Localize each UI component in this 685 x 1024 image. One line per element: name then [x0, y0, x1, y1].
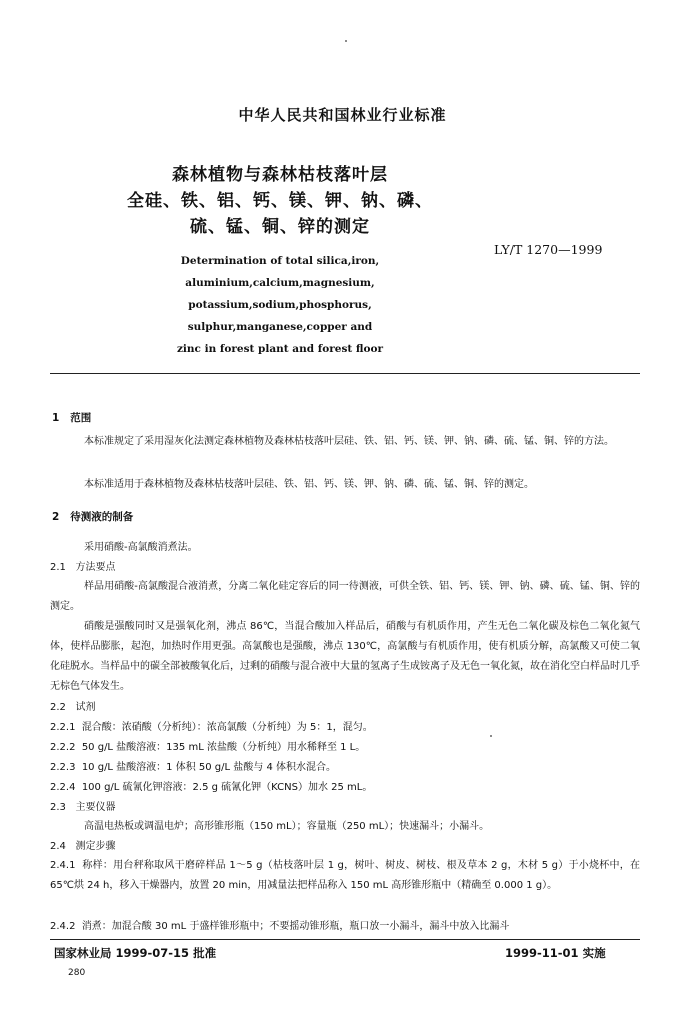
- section-2-3-heading: [50, 801, 115, 815]
- approval-date: 国家林业局 1999-07-15 批准: [54, 946, 217, 960]
- reagent-4-number: 2.2.4: [50, 782, 76, 793]
- footer-divider: [50, 939, 640, 940]
- section-1-number: 1: [52, 412, 60, 424]
- section-2-1-number: 2.1: [50, 562, 66, 573]
- reagent-2-number: 2.2.2: [50, 742, 76, 753]
- section-2-3-title: 主要仪器: [75, 802, 116, 813]
- section-2-3-number: 2.3: [50, 802, 66, 813]
- step-2-4-2-text: 消煮：加混合酸 30 mL 于盛样锥形瓶中；不要摇动锥形瓶，瓶口放一小漏斗，漏斗中放入比漏斗: [81, 921, 510, 932]
- reagent-item-4: [50, 781, 372, 795]
- reagent-3-number: 2.2.3: [50, 762, 76, 773]
- section-2-4-heading: [50, 840, 115, 854]
- step-2-4-1-number: 2.4.1: [50, 860, 76, 871]
- title-cn-line-3: 硫、锰、铜、锌的测定: [190, 217, 370, 237]
- title-en-line-1: Determination of total silica,iron,: [180, 255, 380, 267]
- section-2-4-title: 测定步骤: [75, 841, 116, 852]
- section-2-intro: 采用硝酸-高氯酸消煮法。: [84, 542, 198, 553]
- section-2-2-heading: [50, 701, 95, 715]
- reagent-2-text: 50 g/L 盐酸溶液：135 mL 浓盐酸（分析纯）用水稀释至 1 L。: [81, 742, 366, 753]
- reagent-item-2: [50, 741, 365, 755]
- reagent-3-text: 10 g/L 盐酸溶液：1 体积 50 g/L 盐酸与 4 体积水混合。: [81, 762, 336, 773]
- step-2-4-1-text: 称样：用台秤称取风干磨碎样品 1～5 g（枯枝落叶层 1 g，树叶、树皮、树枝、根及草本 2 g，木材 5 g）于小烧杯中，在 65℃烘 24 h，移入干燥器内，放置 20 min，用减量法把样品称入 150 mL 高形锥形瓶中（精确至 0.000 1 g）。: [50, 860, 641, 891]
- title-en: [150, 250, 410, 360]
- implementation-date: 1999-11-01 实施: [505, 946, 606, 960]
- section-2-title: 待测液的制备: [70, 511, 134, 523]
- reagent-4-text: 100 g/L 硫氰化钾溶液：2.5 g 硫氰化钾（KCNS）加水 25 mL。: [81, 782, 373, 793]
- section-2-1-heading: [50, 561, 115, 575]
- org-header: 中华人民共和国林业行业标准: [238, 106, 447, 124]
- speck-mid: [490, 735, 492, 737]
- reagent-item-3: [50, 761, 336, 775]
- section-2-1-para-2: 硝酸是强酸同时又是强氧化剂，沸点 86℃，当混合酸加入样品后，硝酸与有机质作用，产生无色二氧化碳及棕色二氧化氮气体，使样品膨胀，起泡，加热时作用更强。高氯酸也是强酸，沸点 130℃，高氯酸与有机质作用，使有机质分解，高氯酸又可使二氧化硅脱水。当样品中的碳全部被酸氧化后，过剩的硝酸与混合液中大量的氢离子生成铵离子及无色一氧化氮，故在消化空白样品时几乎无棕色气体发生。: [50, 621, 640, 692]
- step-2-4-2: [50, 917, 640, 937]
- step-2-4-2-number: 2.4.2: [50, 921, 76, 932]
- section-1-title: 范围: [70, 412, 92, 424]
- reagent-1-text: 混合酸：浓硝酸（分析纯）：浓高氯酸（分析纯）为 5：1，混匀。: [81, 722, 373, 733]
- section-2-4-number: 2.4: [50, 841, 66, 852]
- reagent-item-1: [50, 721, 373, 735]
- title-en-line-2: aluminium,calcium,magnesium,: [185, 277, 375, 289]
- section-1-para-1: 本标准规定了采用湿灰化法测定森林植物及森林枯枝落叶层硅、铁、铝、钙、镁、钾、钠、磷、硫、锰、铜、锌的方法。: [84, 436, 614, 447]
- section-2-heading: [52, 509, 133, 524]
- reagent-1-number: 2.2.1: [50, 722, 76, 733]
- section-2-1-para-1: 样品用硝酸-高氯酸混合液消煮，分离二氧化硅定容后的同一待测液，可供全铁、铝、钙、镁、钾、钠、磷、硫、锰、铜、锌的测定。: [50, 581, 640, 612]
- section-2-1-title: 方法要点: [75, 562, 116, 573]
- title-en-line-5: zinc in forest plant and forest floor: [176, 343, 384, 355]
- standard-code: LY/T 1270—1999: [494, 242, 603, 257]
- section-2-number: 2: [52, 511, 60, 523]
- section-1-heading: [52, 410, 91, 425]
- section-2-2-title: 试剂: [75, 702, 96, 713]
- section-1-para-2: 本标准适用于森林植物及森林枯枝落叶层硅、铁、铝、钙、镁、钾、钠、磷、硫、锰、铜、锌的测定。: [84, 479, 534, 490]
- title-cn-line-2: 全硅、铁、铝、钙、镁、钾、钠、磷、: [127, 191, 433, 211]
- speck-top: [345, 40, 347, 42]
- title-cn-line-1: 森林植物与森林枯枝落叶层: [172, 165, 388, 185]
- top-divider: [50, 373, 640, 374]
- section-2-3-text: 高温电热板或调温电炉；高形锥形瓶（150 mL）；容量瓶（250 mL）；快速漏斗；小漏斗。: [84, 821, 490, 832]
- section-2-2-number: 2.2: [50, 702, 66, 713]
- step-2-4-1: [50, 856, 640, 896]
- title-en-line-4: sulphur,manganese,copper and: [187, 321, 373, 333]
- page-number: 280: [68, 968, 86, 978]
- title-en-line-3: potassium,sodium,phosphorus,: [188, 299, 372, 311]
